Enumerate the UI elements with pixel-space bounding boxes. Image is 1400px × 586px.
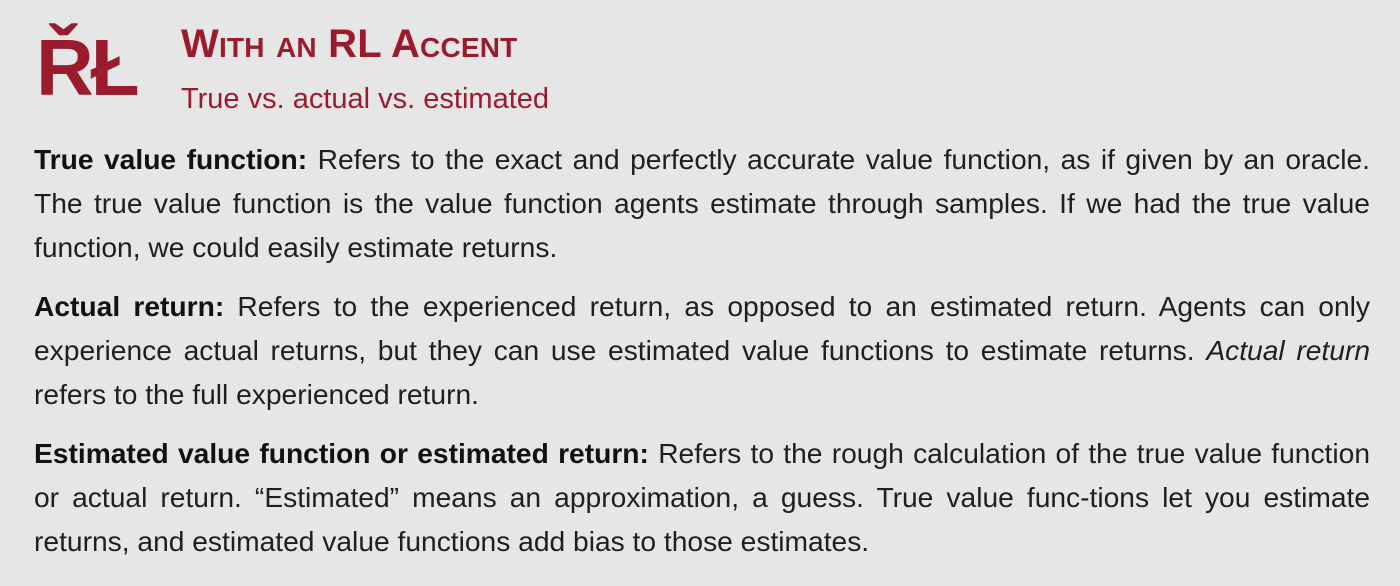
- definition-emphasis: Actual return: [1206, 334, 1371, 366]
- definition-text: Refers to the experienced return, as opposed to an estimated return. Agents can only experience actual returns, but they can use estimated value functions to estimate returns.: [34, 290, 1370, 366]
- definition-actual-return: [34, 284, 1370, 416]
- definition-term: Estimated value function or estimated return:: [34, 437, 649, 469]
- definition-estimated-value-function: [34, 431, 1370, 563]
- definition-text: Refers to the exact and perfectly accurate value function, as if given by an oracle. The true value function is the value function agents estimate through samples. If we had the true value function, we could easily estimate returns.: [34, 143, 1370, 263]
- sidebar-subtitle: True vs. actual vs. estimated: [181, 83, 550, 115]
- rl-accent-logo: ŘŁ: [36, 23, 137, 112]
- definition-text: refers to the full experienced return.: [34, 378, 479, 410]
- definition-true-value-function: [34, 137, 1370, 269]
- definition-text: Refers to the rough calculation of the true value function or actual return. “Estimated” means an approximation, a guess. True value func-tions let you estimate returns, and estimated value functions add bias to those estimates.: [34, 437, 1371, 557]
- definition-term: Actual return:: [34, 290, 225, 322]
- definitions-list: [34, 137, 1370, 578]
- sidebar-header: [36, 18, 1366, 128]
- definition-term: True value function:: [34, 143, 308, 175]
- sidebar-title: With an RL Accent: [181, 22, 518, 66]
